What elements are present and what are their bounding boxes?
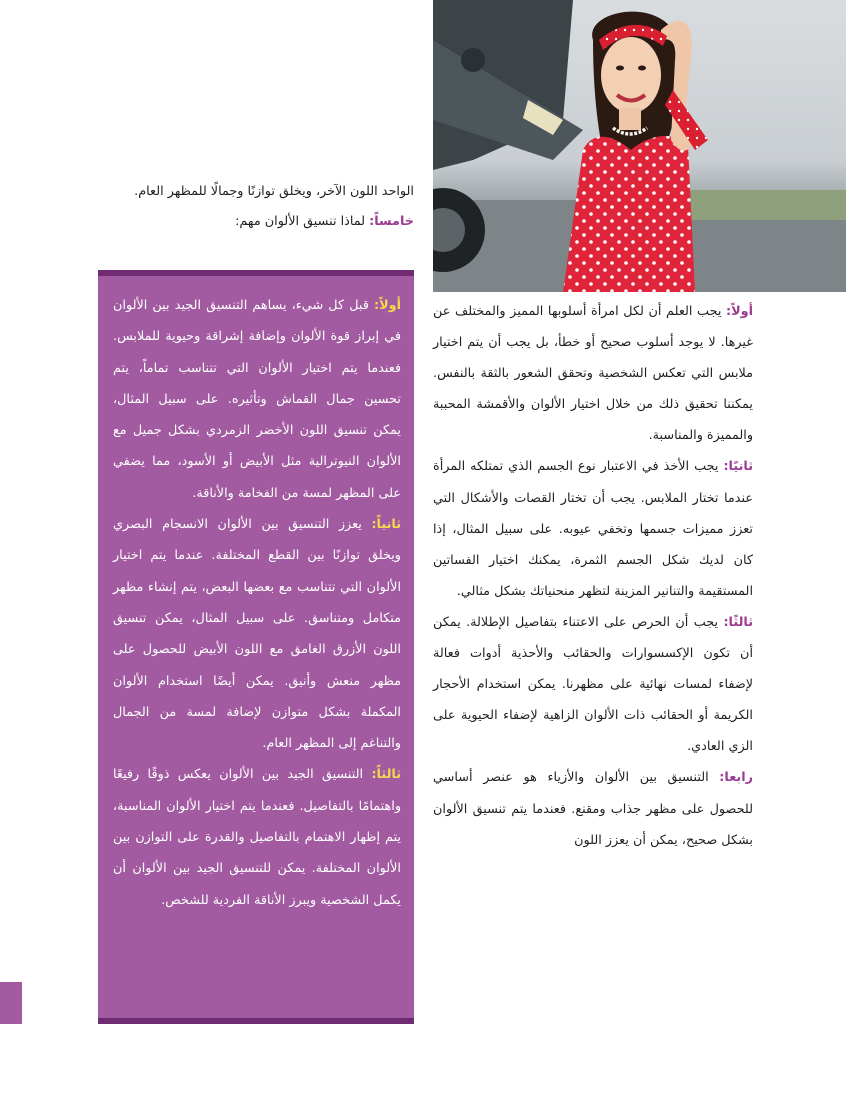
section-heading-text: لماذا تنسيق الألوان مهم:	[235, 214, 370, 229]
paragraph-label: ثانياً:	[371, 517, 401, 533]
right-paragraph-2	[433, 451, 753, 606]
paragraph-text: التنسيق بين الألوان والأزياء هو عنصر أساسي للحصول على مظهر جذاب ومقنع. فعندما يتم تنسيق الألوان بشكل صحيح، يمكن أن يعزز اللون	[433, 770, 753, 848]
paragraph-label: ثالثًا:	[723, 614, 753, 630]
right-text-column	[433, 296, 753, 1036]
paragraph-text: يعزز التنسيق بين الألوان الانسجام البصري ويخلق توازنًا بين القطع المختلفة. عندما يتم اختيار الألوان التي تتناسب مع بعضها البعض، يتم إنشاء مظهر متكامل ومتناسق. على سبيل المثال، يمكن تنسيق اللون الأزرق الغامق مع اللون الأبيض للحصول على مظهر منعش وأنيق. يمكن أيضًا استخدام الألوان المكملة بشكل متوازن لإضافة لمسة من الجمال والتناغم إلى المظهر العام.	[113, 517, 401, 752]
right-paragraph-1	[433, 296, 753, 451]
right-paragraph-3	[433, 607, 753, 762]
paragraph-label: أولاً:	[726, 304, 753, 319]
paragraph-text: التنسيق الجيد بين الألوان يعكس ذوقًا رفيعًا واهتمامًا بالتفاصيل. فعندما يتم اختيار الألوان المناسبة، يتم إظهار الاهتمام بالتفاصيل والقدرة على التوازن بين الألوان المختلفة. يمكن للتنسيق الجيد بين الألوان أن يكمل الشخصية ويبرز الأناقة الفردية للشخص.	[113, 767, 401, 908]
paragraph-text: يجب الأخذ في الاعتبار نوع الجسم الذي تمتلكه المرأة عندما تختار الملابس. يجب أن تختار القصات والأشكال التي تعزز مميزات جسمها وتخفي عيوبه. على سبيل المثال، إذا كان لديك شكل الجسم الثمرة، يمكنك اختيار الفساتين المستقيمة والتنانير المزينة لتظهر منحنياتك بشكل مثالي.	[433, 459, 753, 599]
paragraph-label: أولاً:	[374, 298, 401, 313]
paragraph-label: رابعا:	[719, 770, 753, 786]
box-paragraph-3	[113, 759, 401, 915]
left-text-column	[98, 176, 414, 236]
paragraph-label: ثالثاً:	[371, 767, 401, 783]
paragraph-text: يجب العلم أن لكل امرأة أسلوبها المميز والمختلف عن غيرها. لا يوجد أسلوب صحيح أو خطأ، بل يجب أن يتم اختيار ملابس التي تعكس الشخصية وتحقق الشعور بالثقة بالنفس. يمكننا تحقيق ذلك من خلال اختيار الألوان والأقمشة المحببة والمميزة والمناسبة.	[433, 304, 753, 444]
paragraph-text: يجب أن الحرص على الاعتناء بتفاصيل الإطلالة. يمكن أن تكون الإكسسوارات والحقائب والأحذية أدوات فعالة لإضفاء لمسات نهائية على مظهرنا. يمكن استخدام الأحجار الكريمة أو الحقائب ذات الألوان الزاهية لإضفاء الحيوية على الزي العادي.	[433, 614, 753, 755]
paragraph-label: ثانيًا:	[723, 459, 753, 475]
woman-polka-dot-dress-illustration	[433, 0, 846, 292]
box-paragraph-2	[113, 509, 401, 759]
paragraph-text: قبل كل شيء، يساهم التنسيق الجيد بين الألوان في إبراز قوة الألوان وإضافة إشراقة وحيوية للملابس. فعندما يتم اختيار الألوان التي تتناسب تماماً، يتم تحسين جمال القماش وتأثيره. على سبيل المثال، يمكن تنسيق اللون الأخضر الزمردي بشكل جميل مع الألوان النيوترالية مثل الأبيض أو الأسود، مما يضفي على المظهر لمسة من الفخامة والأناقة.	[113, 298, 401, 501]
continued-paragraph: الواحد اللون الآخر، ويخلق توازنًا وجمالًا للمظهر العام.	[134, 184, 414, 199]
box-paragraph-1	[113, 290, 401, 509]
fashion-photo	[433, 0, 846, 292]
section-heading-label: خامساً:	[369, 214, 414, 229]
section-heading	[98, 208, 414, 236]
highlight-box	[98, 270, 414, 1024]
page-side-tab	[0, 982, 22, 1024]
right-paragraph-4	[433, 762, 753, 855]
